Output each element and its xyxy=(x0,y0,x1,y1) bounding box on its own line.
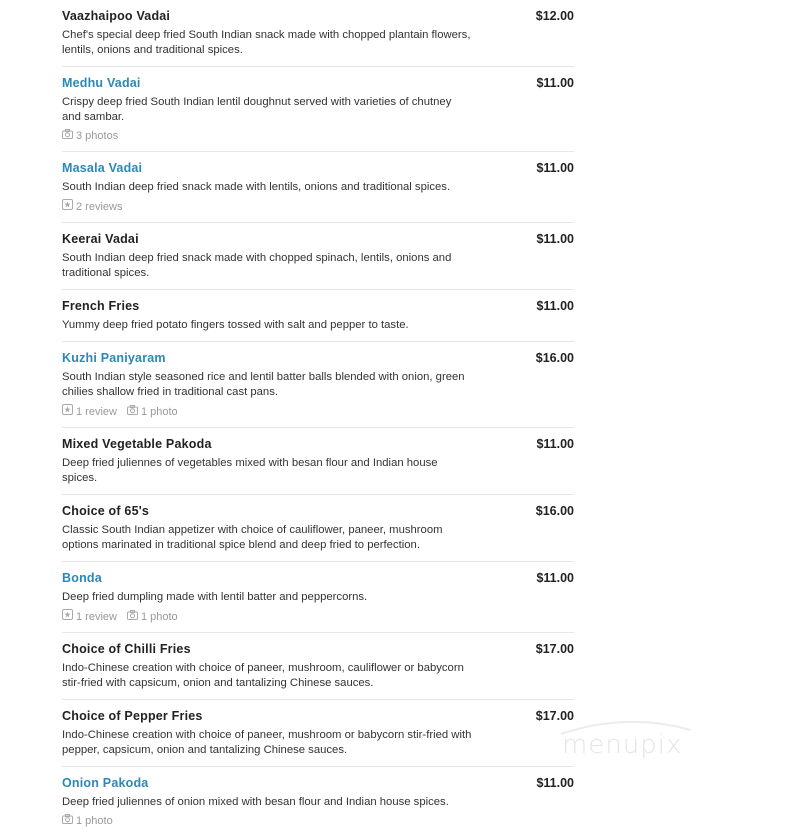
watermark: menupix xyxy=(562,730,683,760)
item-price: $12.00 xyxy=(535,9,574,23)
camera-icon xyxy=(62,814,76,828)
menu-item xyxy=(62,0,574,67)
item-price: $16.00 xyxy=(535,351,574,365)
menu-item xyxy=(62,290,574,342)
item-meta xyxy=(62,814,574,828)
item-price: $11.00 xyxy=(536,571,574,585)
reviews-count: 1 review xyxy=(76,610,117,623)
item-name[interactable]: Kuzhi Paniyaram xyxy=(62,351,166,365)
menu-item xyxy=(62,67,574,152)
item-price: $16.00 xyxy=(535,504,574,518)
item-price: $11.00 xyxy=(536,232,574,246)
item-name[interactable]: Onion Pakoda xyxy=(62,776,149,790)
item-description: South Indian deep fried snack made with lentils, onions and traditional spices. xyxy=(62,181,451,193)
item-description: Classic South Indian appetizer with choice of cauliflower, paneer, mushroom options marinated in traditional spice blend and deep fried to perfection. xyxy=(62,524,443,551)
photos-link[interactable] xyxy=(127,405,178,419)
item-price: $17.00 xyxy=(535,709,574,723)
photos-link[interactable] xyxy=(62,814,113,828)
menu-item xyxy=(62,700,574,767)
item-description: Chef's special deep fried South Indian snack made with chopped plantain flowers, lentils, onions and traditional spices. xyxy=(62,29,471,56)
item-name: Keerai Vadai xyxy=(62,232,139,246)
item-price: $11.00 xyxy=(536,299,574,313)
menu-list xyxy=(62,0,574,836)
item-meta xyxy=(62,199,574,214)
item-description: Deep fried dumpling made with lentil batter and peppercorns. xyxy=(62,591,368,603)
review-icon xyxy=(62,199,76,214)
menu-item xyxy=(62,767,574,836)
item-price: $11.00 xyxy=(536,76,574,90)
item-name[interactable]: Bonda xyxy=(62,571,102,585)
photos-count: 1 photo xyxy=(140,610,178,623)
item-description: Indo-Chinese creation with choice of paneer, mushroom, cauliflower or babycorn stir-fried with capsicum, onion and tantalizing Chinese sauces. xyxy=(62,662,464,689)
item-description: South Indian style seasoned rice and lentil batter balls blended with onion, green chilies shallow fried in traditional cast pans. xyxy=(62,371,465,398)
item-description: South Indian deep fried snack made with chopped spinach, lentils, onions and traditional spices. xyxy=(62,252,452,279)
item-price: $11.00 xyxy=(536,437,574,451)
item-name: French Fries xyxy=(62,299,140,313)
item-name: Mixed Vegetable Pakoda xyxy=(62,437,212,451)
photos-link[interactable] xyxy=(127,610,178,624)
photos-count: 3 photos xyxy=(76,130,119,142)
menu-item xyxy=(62,428,574,495)
reviews-link[interactable] xyxy=(62,404,117,419)
reviews-count: 1 review xyxy=(76,405,117,418)
camera-icon xyxy=(127,405,141,419)
photos-count: 1 photo xyxy=(140,405,178,418)
photos-link[interactable] xyxy=(62,129,118,143)
item-description: Deep fried juliennes of onion mixed with besan flour and Indian house spices. xyxy=(62,796,449,808)
menu-item xyxy=(62,633,574,700)
item-description: Yummy deep fried potato fingers tossed with salt and pepper to taste. xyxy=(62,319,409,331)
reviews-count: 2 reviews xyxy=(76,200,123,213)
menu-item xyxy=(62,223,574,290)
item-name[interactable]: Masala Vadai xyxy=(62,161,143,175)
photos-count: 1 photo xyxy=(76,815,113,827)
item-name: Choice of 65's xyxy=(62,504,150,518)
item-description: Crispy deep fried South Indian lentil doughnut served with varieties of chutney and sambar. xyxy=(62,96,452,123)
item-meta xyxy=(62,129,574,143)
item-name[interactable]: Medhu Vadai xyxy=(62,76,141,90)
reviews-link[interactable] xyxy=(62,199,122,214)
item-name: Vaazhaipoo Vadai xyxy=(62,9,171,23)
item-name: Choice of Pepper Fries xyxy=(62,709,203,723)
item-meta xyxy=(62,609,574,624)
item-price: $11.00 xyxy=(536,776,574,790)
menu-item xyxy=(62,495,574,562)
item-description: Indo-Chinese creation with choice of paneer, mushroom or babycorn stir-fried with pepper, capsicum, onion and tantalizing Chinese sauces. xyxy=(62,729,472,756)
reviews-link[interactable] xyxy=(62,609,117,624)
item-description: Deep fried juliennes of vegetables mixed with besan flour and Indian house spices. xyxy=(62,457,438,484)
menu-item xyxy=(62,152,574,223)
review-icon xyxy=(62,609,76,624)
menu-item xyxy=(62,342,574,428)
camera-icon xyxy=(127,610,141,624)
menu-item xyxy=(62,562,574,633)
review-icon xyxy=(62,404,76,419)
item-meta xyxy=(62,404,574,419)
item-price: $11.00 xyxy=(536,161,574,175)
item-name: Choice of Chilli Fries xyxy=(62,642,191,656)
camera-icon xyxy=(62,129,76,143)
item-price: $17.00 xyxy=(535,642,574,656)
